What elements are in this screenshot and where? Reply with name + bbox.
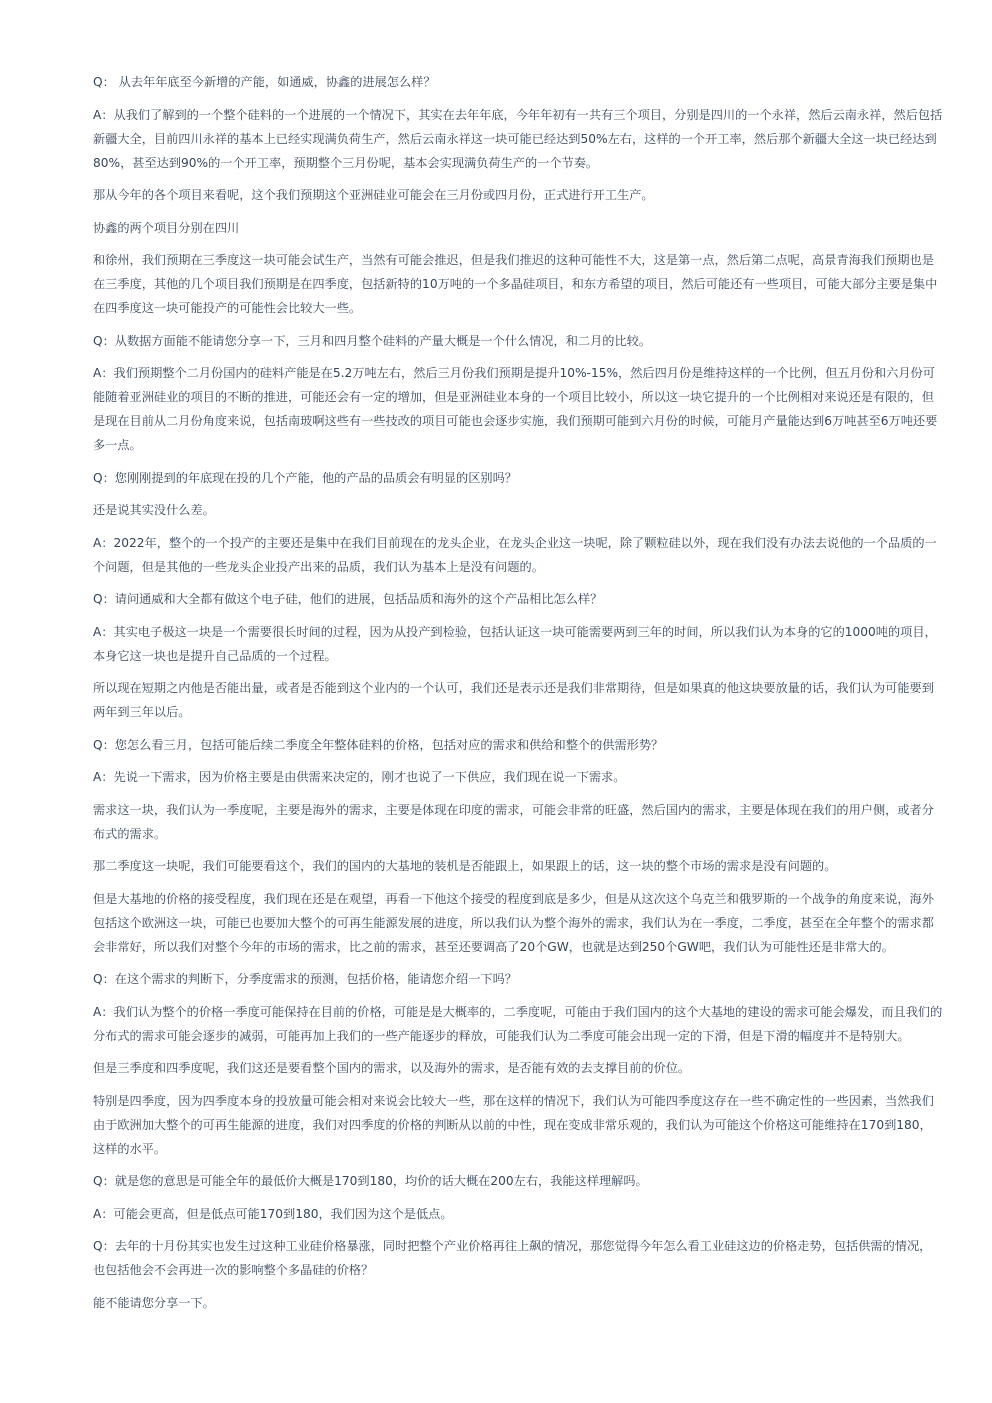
question-paragraph: Q：从数据方面能不能请您分享一下，三月和四月整个硅料的产量大概是一个什么情况，和二月的比较。 (93, 333, 652, 348)
text-paragraph: 能不能请您分享一下。 (93, 1295, 215, 1310)
text-paragraph: 协鑫的两个项目分别在四川 (93, 220, 240, 235)
answer-paragraph: A：其实电子极这一块是一个需要很长时间的过程，因为从投产到检验，包括认证这一块可能需要两到三年的时间，所以我们认为本身的它的1000吨的项目，本身它这一块也是提升自己品质的一个过程。 (93, 624, 937, 663)
question-paragraph: Q：去年的十月份其实也发生过这种工业硅价格暴涨，同时把整个产业价格再往上飙的情况，那您觉得今年怎么看工业硅这边的价格走势，包括供需的情况，也包括他会不会再进一次的影响整个多晶硅的价格？ (93, 1239, 932, 1277)
text-paragraph: 还是说其实没什么差。 (93, 503, 215, 517)
answer-paragraph: A：2022年，整个的一个投产的主要还是集中在我们目前现在的龙头企业，在龙头企业这一块呢，除了颗粒硅以外，现在我们没有办法去说他的一个品质的一个问题，但是其他的一些龙头企业投产出来的品质，我们认为基本上是没有问题的。 (93, 535, 937, 574)
answer-paragraph: A：从我们了解到的一个整个硅料的一个进展的一个情况下，其实在去年年底，今年年初有一共有三个项目，分别是四川的一个永祥，然后云南永祥，然后包括新疆大全，目前四川永祥的基本上已经实现满负荷生产，然后云南永祥这一块可能已经达到50%左右，这样的一个开工率，然后那个新疆大全这一块已经达到80%，甚至达到90%的一个开工率，预期整个三月份呢，基本会实现满负荷生产的一个节奏。 (93, 107, 943, 170)
question-paragraph: Q：您刚刚提到的年底现在投的几个产能，他的产品的品质会有明显的区别吗？ (93, 470, 517, 485)
text-paragraph: 但是大基地的价格的接受程度，我们现在还是在观望，再看一下他这个接受的程度到底是多少，但是从这次这个乌克兰和俄罗斯的一个战争的角度来说，海外包括这个欧洲这一块，可能已也要加大整个的可再生能源发展的进度，所以我们认为整个海外的需求，我们认为在一季度，二季度，甚至在全年整个的需求都会非常好，所以我们对整个今年的市场的需求，比之前的需求，甚至还要调高了20个GW，也就是达到250个GW吧，我们认为可能性还是非常大的。 (93, 891, 934, 954)
text-paragraph: 但是三季度和四季度呢，我们这还是要看整个国内的需求，以及海外的需求，是否能有效的去支撑目前的价位。 (93, 1061, 691, 1075)
question-paragraph: Q：就是您的意思是可能全年的最低价大概是170到180，均价的话大概在200左右，我能这样理解吗。 (93, 1174, 648, 1188)
question-paragraph: Q：您怎么看三月，包括可能后续二季度全年整体硅料的价格，包括对应的需求和供给和整个的供需形势？ (93, 737, 664, 752)
text-paragraph: 特别是四季度，因为四季度本身的投放量可能会相对来说会比较大一些，那在这样的情况下，我们认为可能四季度这存在一些不确定性的一些因素，当然我们由于欧洲加大整个的可再生能源的进度，我们对四季度的价格的判断从以前的中性，现在变成非常乐观的，我们认为可能这个价格这可能维持在170到180，这样的水平。 (93, 1093, 934, 1156)
text-paragraph: 需求这一块，我们认为一季度呢，主要是海外的需求，主要是体现在印度的需求，可能会非常的旺盛，然后国内的需求，主要是体现在我们的用户侧，或者分布式的需求。 (93, 802, 934, 841)
question-paragraph: Q：在这个需求的判断下，分季度需求的预测，包括价格，能请您介绍一下吗？ (93, 972, 517, 986)
answer-paragraph: A：我们预期整个二月份国内的硅料产能是在5.2万吨左右，然后三月份我们预期是提升10%-15%，然后四月份是维持这样的一个比例，但五月份和六月份可能随着亚洲硅业的项目的不断的推进，可能还会有一定的增加，但是亚洲硅业本身的一个项目比较小，所以这一块它提升的一个比例相对来说还是有限的，但是现在目前从二月份角度来说，包括南玻啊这些有一些技改的项目可能也会逐步实施，我们预期可能到六月份的时候，可能月产量能达到6万吨甚至6万吨还要多一点。 (93, 366, 938, 452)
answer-paragraph: A：我们认为整个的价格一季度可能保持在目前的价格，可能是是大概率的，二季度呢，可能由于我们国内的这个大基地的建设的需求可能会爆发，而且我们的分布式的需求可能会逐步的减弱，可能再加上我们的一些产能逐步的释放，可能我们认为二季度可能会出现一定的下滑，但是下滑的幅度并不是特别大。 (93, 1004, 943, 1043)
text-paragraph: 那二季度这一块呢，我们可能要看这个，我们的国内的大基地的装机是否能跟上，如果跟上的话，这一块的整个市场的需求是没有问题的。 (93, 859, 837, 873)
document-body (93, 70, 943, 1323)
text-paragraph: 那从今年的各个项目来看呢，这个我们预期这个亚洲硅业可能会在三月份或四月份，正式进行开工生产。 (93, 188, 654, 202)
question-paragraph: Q：请问通威和大全都有做这个电子硅，他们的进展，包括品质和海外的这个产品相比怎么样？ (93, 592, 603, 606)
answer-paragraph: A：先说一下需求，因为价格主要是由供需来决定的，刚才也说了一下供应，我们现在说一下需求。 (93, 770, 626, 784)
text-paragraph: 和徐州，我们预期在三季度这一块可能会试生产，当然有可能会推迟，但是我们推迟的这种可能性不大，这是第一点，然后第二点呢，高景青海我们预期也是在三季度，其他的几个项目我们预期是在四季度，包括新特的10万吨的一个多晶硅项目，和东方希望的项目，然后可能还有一些项目，可能大部分主要是集中在四季度这一块可能投产的可能性会比较大一些。 (93, 253, 938, 315)
text-paragraph: 所以现在短期之内他是否能出量，或者是否能到这个业内的一个认可，我们还是表示还是我们非常期待，但是如果真的他这块要放量的话，我们认为可能要到两年到三年以后。 (93, 681, 934, 719)
answer-paragraph: A：可能会更高，但是低点可能170到180，我们因为这个是低点。 (93, 1206, 453, 1221)
question-paragraph: Q： 从去年年底至今新增的产能，如通威，协鑫的进展怎么样？ (93, 75, 436, 89)
